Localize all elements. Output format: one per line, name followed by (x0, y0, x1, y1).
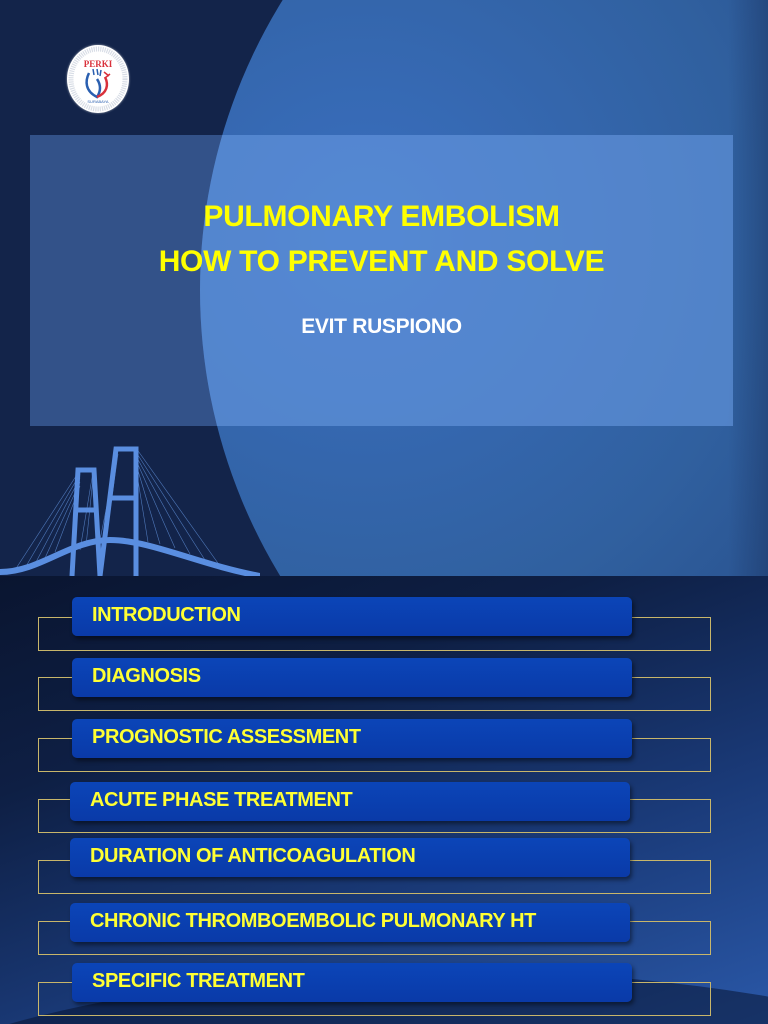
agenda-item-bar[interactable] (72, 963, 632, 1002)
slide-title-line-1: PULMONARY EMBOLISM (203, 200, 560, 233)
agenda-item-specific-treatment[interactable] (0, 963, 768, 1023)
title-box-highlight (200, 135, 733, 426)
agenda-item-label: ACUTE PHASE TREATMENT (90, 789, 353, 811)
agenda-item-bar[interactable] (70, 838, 630, 877)
svg-text:SURABAYA: SURABAYA (87, 99, 109, 104)
agenda-item-bar[interactable] (72, 658, 632, 697)
agenda-item-bar[interactable] (72, 597, 632, 636)
agenda-item-duration-of-anticoagulation[interactable] (0, 838, 768, 898)
agenda-item-acute-phase-treatment[interactable] (0, 782, 768, 842)
agenda-item-bar[interactable] (70, 903, 630, 942)
agenda-item-label: DIAGNOSIS (92, 665, 201, 687)
agenda-item-chronic-thromboembolic-pulmonary-ht[interactable] (0, 903, 768, 963)
agenda-item-prognostic-assessment[interactable] (0, 719, 768, 779)
agenda-item-label: DURATION OF ANTICOAGULATION (90, 845, 416, 867)
svg-text:PERKI: PERKI (83, 59, 113, 69)
agenda-item-label: CHRONIC THROMBOEMBOLIC PULMONARY HT (90, 910, 536, 932)
agenda-item-introduction[interactable] (0, 597, 768, 657)
bridge-icon (0, 440, 260, 576)
perki-logo-icon (67, 45, 129, 113)
author-name: EVIT RUSPIONO (301, 315, 462, 338)
agenda-item-label: INTRODUCTION (92, 604, 241, 626)
agenda-item-label: SPECIFIC TREATMENT (92, 970, 305, 992)
title-box (30, 135, 733, 426)
agenda-item-bar[interactable] (72, 719, 632, 758)
agenda-slide (0, 576, 768, 1024)
slide-title-line-2: HOW TO PREVENT AND SOLVE (158, 245, 605, 278)
agenda-item-diagnosis[interactable] (0, 658, 768, 718)
background-shade (728, 0, 768, 576)
agenda-item-label: PROGNOSTIC ASSESSMENT (92, 726, 361, 748)
agenda-item-bar[interactable] (70, 782, 630, 821)
